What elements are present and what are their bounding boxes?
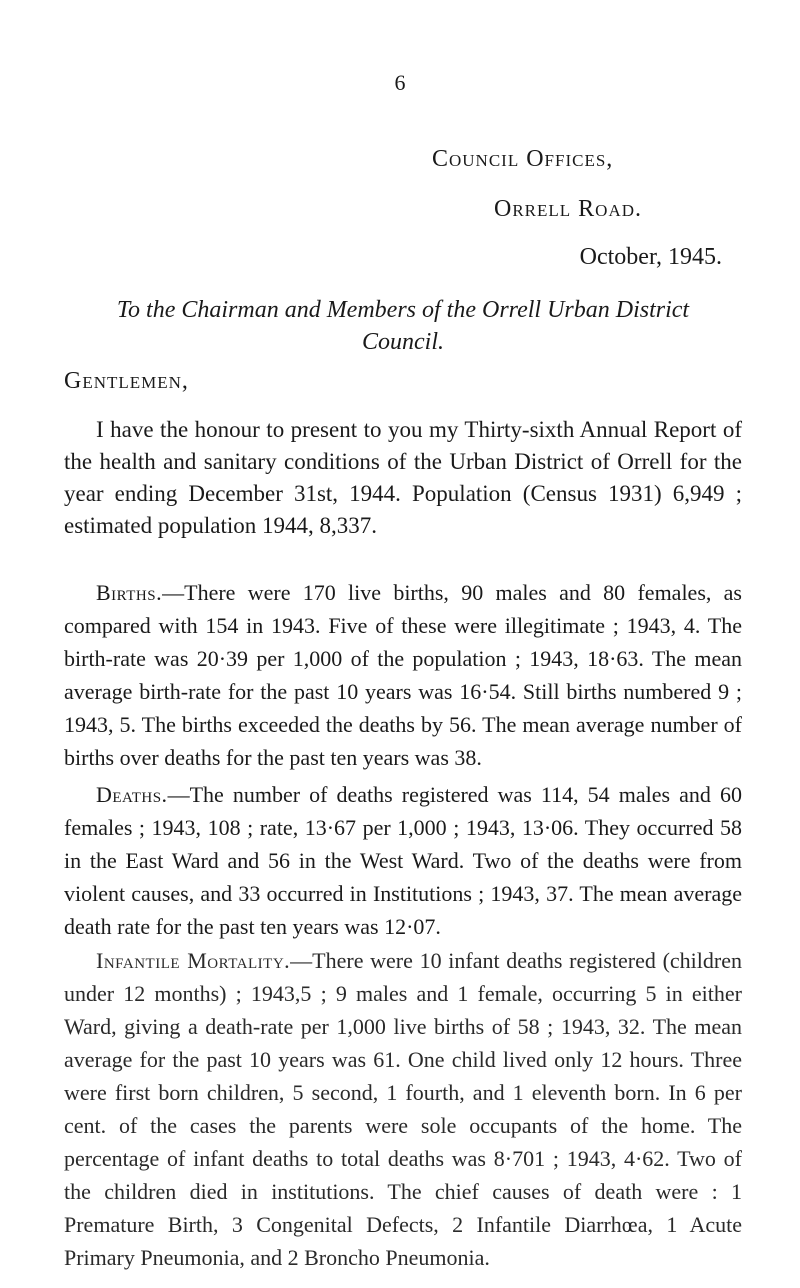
births-paragraph: [64, 576, 742, 774]
addressee: To the Chairman and Members of the Orrell Urban District Council.: [116, 297, 690, 355]
infantile-mortality-paragraph: [64, 944, 742, 1274]
deaths-text: —The number of deaths registered was 114, 54 males and 60 females ; 1943, 108 ; rate, 13·67 per 1,000 ; 1943, 13·06. They occurred 58 in the East Ward and 56 in the West Ward. Two of the deaths were from violent causes, and 33 occurred in Institutions ; 1943, 37. The mean average death rate for the past ten years was 12·07.: [64, 782, 742, 939]
births-heading: Births.: [96, 580, 163, 605]
letter-date: October, 1945.: [579, 244, 722, 270]
infantile-mortality-heading: Infantile Mortality.: [96, 948, 291, 973]
intro-paragraph: I have the honour to present to you my Thirty-sixth Annual Report of the health and sanitary conditions of the Urban District of Orrell for the year ending December 31st, 1944. Population (Census 1931) 6,949 ; estimated population 1944, 8,337.: [64, 417, 742, 538]
salutation: Gentlemen,: [64, 368, 189, 394]
infantile-mortality-text: —There were 10 infant deaths registered (children under 12 months) ; 1943,5 ; 9 males and 1 female, occurring 5 in either Ward, giving a death-rate per 1,000 live births of 58 ; 1943, 32. The mean average for the past 10 years was 61. One child lived only 12 hours. Three were first born children, 5 second, 1 fourth, and 1 eleventh born. In 6 per cent. of the cases the parents were sole occupants of the home. The percentage of infant deaths to total deaths was 8·701 ; 1943, 4·62. Two of the children died in institutions. The chief causes of death were : 1 Premature Birth, 3 Congenital Defects, 2 Infantile Diarrhœa, 1 Acute Primary Pneumonia, and 2 Broncho Pneumonia.: [64, 948, 742, 1270]
deaths-paragraph: [64, 778, 742, 943]
address-line-2: Orrell Road.: [494, 196, 643, 222]
address-line-1: Council Offices,: [432, 146, 614, 172]
deaths-heading: Deaths.: [96, 782, 168, 807]
page-number: 6: [394, 70, 406, 95]
births-text: —There were 170 live births, 90 males and 80 females, as compared with 154 in 1943. Five of these were illegitimate ; 1943, 4. The birth-rate was 20·39 per 1,000 of the population ; 1943, 18·63. The mean average birth-rate for the past 10 years was 16·54. Still births numbered 9 ; 1943, 5. The births exceeded the deaths by 56. The mean average number of births over deaths for the past ten years was 38.: [64, 580, 742, 770]
